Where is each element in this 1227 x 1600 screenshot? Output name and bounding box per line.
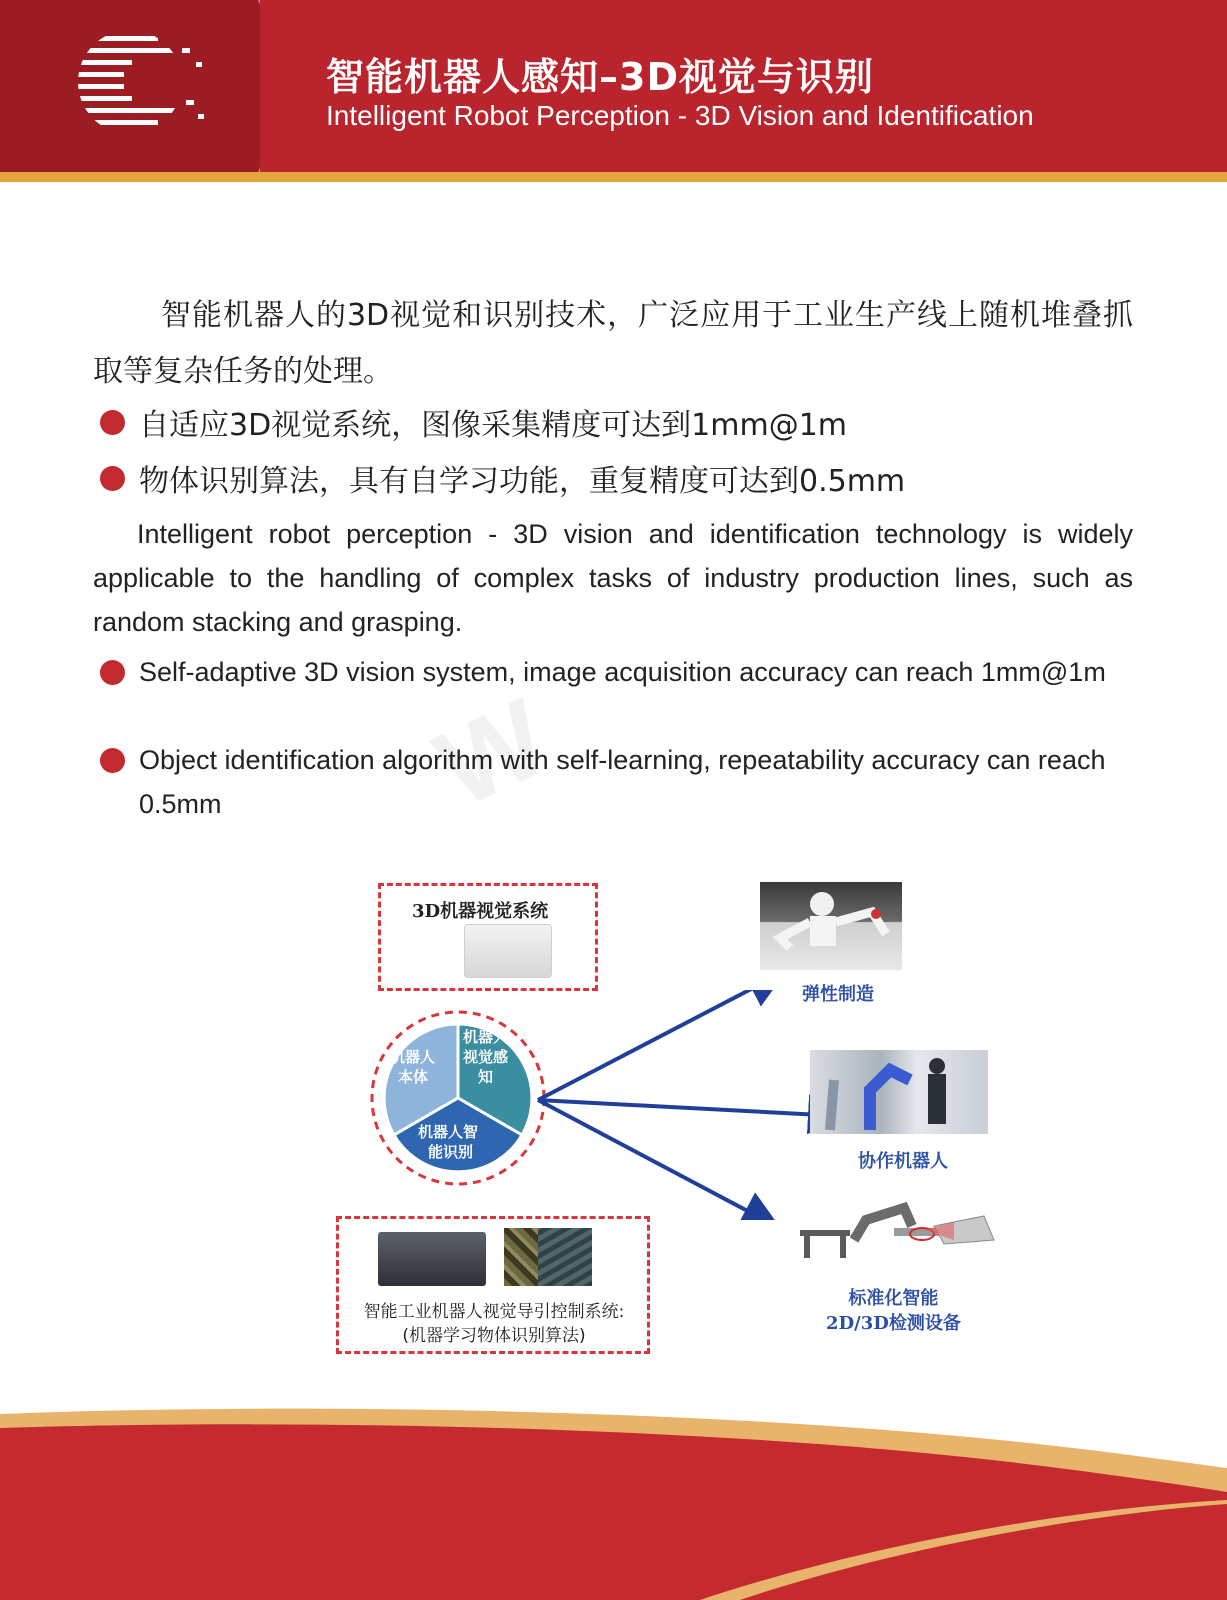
object-recognition-image-2	[538, 1228, 592, 1286]
inspection-equipment-image	[794, 1200, 1006, 1270]
page-title-en: Intelligent Robot Perception - 3D Vision and Identification	[326, 100, 1034, 131]
logo-panel	[0, 0, 260, 172]
collaborative-robot-photo	[810, 1050, 988, 1134]
header-gold-band	[0, 172, 1227, 182]
bullet-dot-icon	[100, 466, 125, 491]
watermark-logo: W	[418, 675, 565, 832]
page-title-cn: 智能机器人感知–3D视觉与识别	[326, 55, 874, 99]
pie-text-id-2: 能识别	[428, 1143, 474, 1161]
bullet-en-1	[100, 650, 1140, 694]
bullet-text: Object identification algorithm with self-learning, repeatability accuracy can reach 0.5mm	[139, 745, 1106, 819]
bullet-dot-icon	[100, 748, 125, 773]
robot-arms-icon	[760, 882, 902, 970]
intro-paragraph-cn: 智能机器人的3D视觉和识别技术，广泛应用于工业生产线上随机堆叠抓取等复杂任务的处理。	[93, 298, 1133, 389]
arrow-to-std	[538, 1100, 774, 1220]
humanoid-robot-photo	[760, 882, 902, 970]
intro-paragraph-en: Intelligent robot perception - 3D vision and identification technology is widely applicable to the handling of complex tasks of industry production lines, such as random stacking and grasping.	[93, 519, 1133, 637]
company-logo-icon	[0, 0, 260, 172]
output-label-elastic: 弹性制造	[802, 984, 874, 1005]
control-system-label	[344, 1300, 644, 1348]
arrow-to-collab	[538, 1100, 840, 1116]
bullet-text: Self-adaptive 3D vision system, image acquisition accuracy can reach 1mm@1m	[139, 657, 1106, 687]
bullet-text: 自适应3D视觉系统，图像采集精度可达到1mm@1m	[139, 408, 848, 443]
std-label-line2: 2D/3D检测设备	[826, 1313, 961, 1334]
vision-system-label: 3D机器视觉系统	[412, 901, 549, 922]
3d-camera-image	[464, 924, 552, 978]
std-label-line1: 标准化智能	[848, 1288, 939, 1309]
output-label-std	[826, 1286, 961, 1336]
diagram-pie-and-arrows	[350, 990, 870, 1220]
bullet-cn-2	[100, 456, 1140, 500]
footer-wave	[0, 1400, 1227, 1600]
output-label-collab: 协作机器人	[858, 1151, 948, 1172]
pie-text-body-2: 本体	[398, 1068, 429, 1086]
bullet-en-2	[100, 738, 1140, 826]
pie-text-id-1: 机器人智	[418, 1123, 479, 1141]
pie-text-perc-3: 知	[478, 1068, 494, 1086]
control-label-line2: (机器学习物体识别算法)	[402, 1326, 586, 1346]
arrow-to-elastic	[538, 990, 780, 1100]
collab-robot-icon	[810, 1050, 988, 1134]
industrial-pc-image	[378, 1232, 486, 1286]
bullet-cn-1	[100, 400, 1140, 444]
pie-text-body-1: 机器人	[390, 1048, 436, 1066]
bullet-text: 物体识别算法，具有自学习功能，重复精度可达到0.5mm	[139, 464, 906, 499]
control-label-line1: 智能工业机器人视觉导引控制系统:	[363, 1302, 625, 1322]
pie-text-perc-2: 视觉感	[463, 1048, 509, 1066]
bullet-dot-icon	[100, 660, 125, 685]
bullet-dot-icon	[100, 410, 125, 435]
pie-text-perc-1: 机器人	[463, 1028, 509, 1046]
